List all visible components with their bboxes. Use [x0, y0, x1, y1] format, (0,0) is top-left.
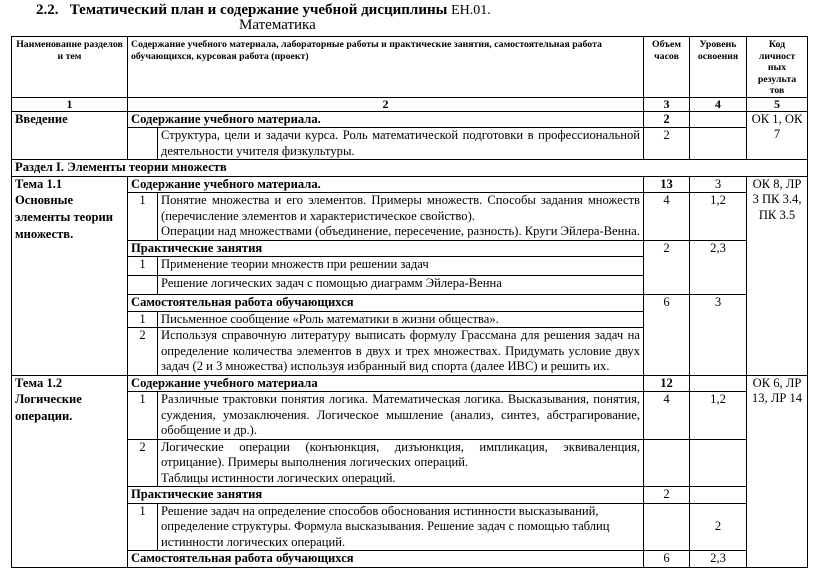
topic11-title: Тема 1.1 — [15, 176, 63, 191]
table-row — [12, 487, 808, 504]
col-number-3: 3 — [644, 97, 690, 111]
section1-title: Раздел I. Элементы теории множеств — [12, 160, 808, 177]
table-row — [12, 392, 808, 440]
topic12-item2-level — [690, 439, 747, 487]
header-content: Содержание учебного материала, лабораторные работы и практические занятия, самостоятельная работа обучающихся, курсовая работа (проект) — [128, 37, 644, 98]
topic12-codes: ОК 6, ЛР 13, ЛР 14 — [747, 375, 808, 567]
topic12-self-level: 2,3 — [690, 551, 747, 568]
topic12-item2-num: 2 — [128, 439, 158, 487]
topic12-item1-text: Различные трактовки понятия логика. Математическая логика. Высказывания, понятия, суждения, умозаключения. Логическое мышление (анализ, синтез, абстрагирование, обобщение и др.). — [158, 392, 644, 440]
topic11-name: Основные элементы теории множеств. — [15, 193, 114, 241]
col-number-2: 2 — [128, 97, 644, 111]
topic12-hours-total: 12 — [644, 375, 690, 392]
table-row — [12, 160, 808, 177]
table-row — [12, 551, 808, 568]
topic12-practice-hours: 2 — [644, 487, 690, 504]
table-row — [12, 193, 808, 241]
discipline-name: Математика — [239, 17, 316, 33]
topic11-item1-text2: Операции над множествами (объединение, пересечение, разность). Круги Эйлера-Венна. — [161, 224, 640, 238]
topic12-practice1-hours — [644, 503, 690, 551]
topic12-self-hours: 6 — [644, 551, 690, 568]
topic12-cell — [12, 375, 128, 567]
topic12-item1-hours: 4 — [644, 392, 690, 440]
topic11-practice2-num — [128, 276, 158, 295]
thematic-plan-table — [11, 36, 808, 568]
header-row — [12, 37, 808, 98]
table-row — [12, 111, 808, 128]
intro-content-title: Содержание учебного материала. — [128, 111, 644, 128]
header-hours: Объем часов — [644, 37, 690, 98]
discipline-code: ЕН.01. — [451, 3, 491, 18]
topic11-practice1-text: Применение теории множеств при решении задач — [158, 257, 644, 276]
topic11-practice-title: Практические занятия — [128, 240, 644, 257]
topic11-hours-total: 13 — [644, 176, 690, 193]
topic11-self1-text: Письменное сообщение «Роль математики в жизни общества». — [158, 311, 644, 328]
topic12-self-title: Самостоятельная работа обучающихся — [128, 551, 644, 568]
topic11-self-hours: 6 — [644, 295, 690, 376]
table-row — [12, 128, 808, 160]
table-row — [12, 503, 808, 551]
topic12-level-empty — [690, 375, 747, 392]
topic12-item2-cell — [158, 439, 644, 487]
topic12-item2-text: Логические операции (конъюнкция, дизъюнкция, импликация, эквиваленция, отрицание). Примеры выполнения логических операций. — [161, 439, 641, 469]
header-sections: Наименование разделов и тем — [12, 37, 128, 98]
intro-name: Введение — [12, 111, 128, 160]
table-row — [12, 240, 808, 257]
topic11-item1-text: Понятие множества и его элементов. Примеры множеств. Способы задания множеств (перечисление элементов и характеристическое свойство). — [161, 193, 641, 223]
topic11-self2-num: 2 — [128, 328, 158, 376]
topic12-item1-level: 1,2 — [690, 392, 747, 440]
topic11-self-level: 3 — [690, 295, 747, 376]
topic11-codes: ОК 8, ЛР 3 ПК 3.4, ПК 3.5 — [747, 176, 808, 375]
topic11-item1-num: 1 — [128, 193, 158, 241]
topic12-practice1-text: Решение задач на определение способов обоснования истинности высказываний, определение структуры. Формула высказывания. Решение задач с помощью таблиц истинности логических операций. — [158, 503, 644, 551]
intro-item-text: Структура, цели и задачи курса. Роль математической подготовки в профессиональной деятельности учителя физкультуры. — [158, 128, 644, 160]
intro-codes: ОК 1, ОК 7 — [747, 111, 808, 160]
topic11-self1-num: 1 — [128, 311, 158, 328]
topic12-title: Тема 1.2 — [15, 375, 63, 390]
heading-title: Тематический план и содержание учебной дисциплины — [69, 2, 448, 18]
topic11-practice-level: 2,3 — [690, 240, 747, 295]
topic11-cell — [12, 176, 128, 375]
table-row — [12, 295, 808, 312]
col-number-4: 4 — [690, 97, 747, 111]
header-level: Уровень освоения — [690, 37, 747, 98]
col-number-5: 5 — [747, 97, 808, 111]
topic11-practice1-num: 1 — [128, 257, 158, 276]
table-row — [12, 439, 808, 487]
topic12-name: Логические операции. — [15, 392, 82, 423]
intro-level-empty — [690, 111, 747, 128]
table-row — [12, 176, 808, 193]
topic12-practice1-level: 2 — [690, 503, 747, 551]
topic11-practice2-text: Решение логических задач с помощью диаграмм Эйлера-Венна — [158, 276, 644, 295]
heading-number: 2.2. — [36, 2, 59, 18]
topic11-self-title: Самостоятельная работа обучающихся — [128, 295, 644, 312]
topic11-level-total: 3 — [690, 176, 747, 193]
topic12-practice-title: Практические занятия — [128, 487, 644, 504]
topic12-practice1-num: 1 — [128, 503, 158, 551]
topic11-practice-hours: 2 — [644, 240, 690, 295]
topic11-item1-cell — [158, 193, 644, 241]
topic12-item1-num: 1 — [128, 392, 158, 440]
intro-hours-total: 2 — [644, 111, 690, 128]
table-row — [12, 375, 808, 392]
header-codes: Код личност ных результа тов — [747, 37, 808, 98]
topic11-self2-text: Используя справочную литературу выписать формулу Грассмана для решения задач на определение количества элементов в двух и трех множествах. Придумать условие двух задач (2 и 3 множества) используя избранный вид спорта (далее ИВС) и решить их. — [158, 328, 644, 376]
topic12-item2-hours — [644, 439, 690, 487]
topic12-content-title: Содержание учебного материала — [128, 375, 644, 392]
intro-item-hours: 2 — [644, 128, 690, 160]
topic11-item1-hours: 4 — [644, 193, 690, 241]
intro-item-level — [690, 128, 747, 160]
intro-item-num — [128, 128, 158, 160]
col-number-1: 1 — [12, 97, 128, 111]
column-number-row — [12, 97, 808, 111]
topic12-item2-text2: Таблицы истинности логических операций. — [161, 470, 396, 485]
topic11-content-title: Содержание учебного материала. — [128, 176, 644, 193]
topic12-practice-level-empty — [690, 487, 747, 504]
topic11-item1-level: 1,2 — [690, 193, 747, 241]
